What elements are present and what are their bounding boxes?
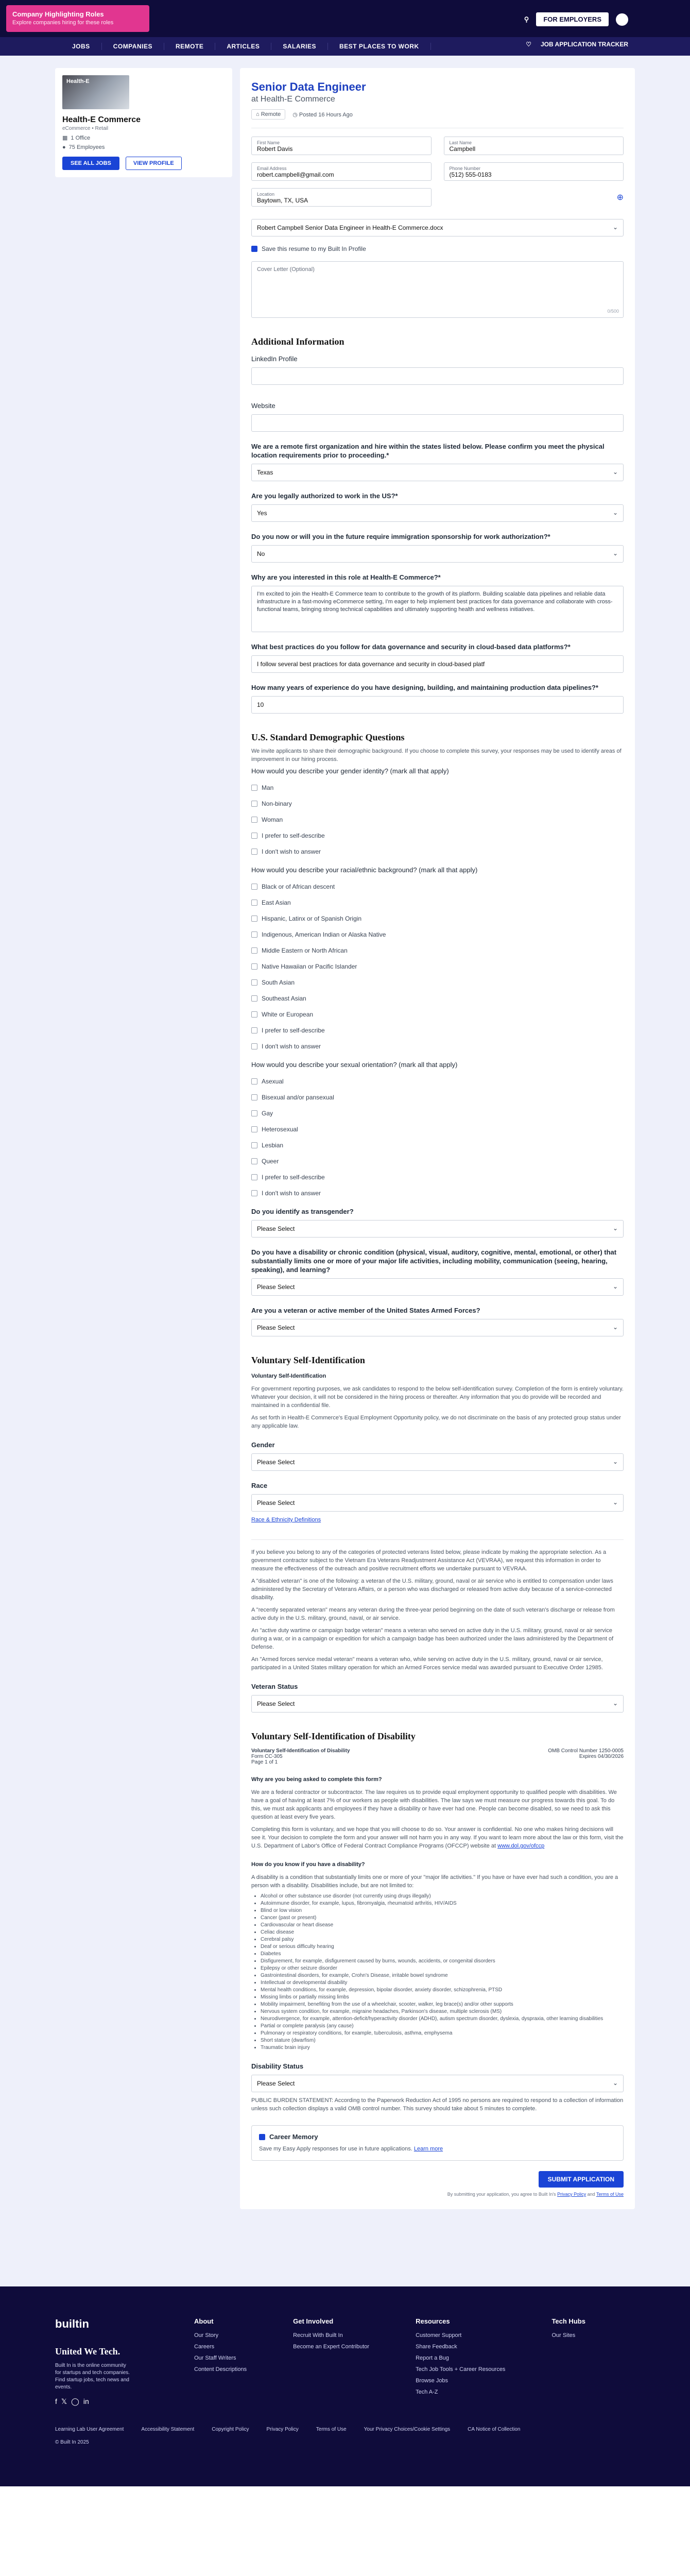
- main-nav: [0, 37, 690, 56]
- race-checkbox[interactable]: [251, 1027, 257, 1033]
- for-employers-button[interactable]: FOR EMPLOYERS: [536, 12, 609, 26]
- how-heading: How do you know if you have a disability?: [251, 1861, 365, 1868]
- disability-list-item: • Pulmonary or respiratory conditions, for example, tuberculosis, asthma, emphysema: [261, 2030, 624, 2037]
- footer-link[interactable]: Become an Expert Contributor: [293, 2344, 370, 2350]
- disability-list-item: • Epilepsy or other seizure disorder: [261, 1965, 624, 1972]
- footer-link[interactable]: Browse Jobs: [416, 2378, 449, 2384]
- disability-list-item: • Celiac disease: [261, 1929, 624, 1936]
- orientation-checkbox[interactable]: [251, 1110, 257, 1116]
- race-option: [251, 995, 624, 1002]
- disability-list-item: • Intellectual or developmental disability: [261, 1979, 624, 1987]
- why-paragraph-2: Completing this form is voluntary, and we hope that you will choose to do so. Your answer is confidential. No one who makes hiring decisions will see it. Your decision to complete the form and your answer will not harm you in any way. If you want to learn more about the law or this form, visit the U.S. Department of Labor's Office of Federal Contract Compliance Programs (OFCCP) website at: [251, 1826, 624, 1849]
- linkedin-input[interactable]: [251, 367, 624, 385]
- privacy-link[interactable]: Privacy Policy: [557, 2192, 586, 2197]
- email-field[interactable]: Email Address robert.campbell@gmail.com: [251, 162, 432, 181]
- race-option-label: Black or of African descent: [262, 883, 335, 890]
- disability-list-item: • Neurodivergence, for example, attention-deficit/hyperactivity disorder (ADHD), autism spectrum disorder, dyslexia, dyspraxia, other learning disabilities: [261, 2015, 624, 2023]
- footer-link[interactable]: Recruit With Built In: [293, 2332, 343, 2338]
- gender-option-label: Non-binary: [262, 800, 292, 807]
- orientation-question: How would you describe your sexual orientation? (mark all that apply): [251, 1061, 458, 1069]
- orientation-option: [251, 1078, 624, 1085]
- pra-statement: PUBLIC BURDEN STATEMENT: According to the Paperwork Reduction Act of 1995 no persons are required to respond to a collection of information unless such collection displays a valid OMB control number. This survey should take about 5 minutes to complete.: [251, 2097, 624, 2112]
- voluntary-para-2: As set forth in Health-E Commerce's Equal Employment Opportunity policy, we do not discriminate on the basis of any protected group status under any applicable law.: [251, 1415, 621, 1429]
- remote-state-select[interactable]: Texas ⌄: [251, 464, 624, 481]
- gender-option-label: I prefer to self-describe: [262, 832, 325, 839]
- disability-list-item: • Short stature (dwarfism): [261, 2037, 624, 2044]
- demographics-intro: We invite applicants to share their demographic background. If you choose to complete this survey, your responses may be used to identify areas of improvement in our hiring process.: [251, 748, 622, 762]
- orientation-option-label: Bisexual and/or pansexual: [262, 1094, 334, 1101]
- gender-checkbox[interactable]: [251, 849, 257, 855]
- footer-col-title: Resources: [416, 2317, 450, 2325]
- save-resume-checkbox[interactable]: [251, 246, 257, 252]
- footer-col: [194, 2317, 247, 2406]
- company-employees: ● 75 Employees: [62, 144, 105, 150]
- race-option: [251, 947, 624, 954]
- company-card: [55, 68, 232, 177]
- auth-question: Are you legally authorized to work in the US?*: [251, 492, 398, 500]
- race-option-label: White or European: [262, 1011, 314, 1018]
- saved-heart-icon[interactable]: ♡: [526, 41, 531, 48]
- gender-checkbox[interactable]: [251, 785, 257, 791]
- footer-tagline: United We Tech.: [55, 2346, 120, 2357]
- disability-list-item: • Disfigurement, for example, disfigurement caused by burns, wounds, accidents, or congenital disorders: [261, 1958, 624, 1965]
- orientation-option: [251, 1190, 624, 1197]
- disability-list-item: • Traumatic brain injury: [261, 2044, 624, 2052]
- footer-link[interactable]: Tech A-Z: [416, 2389, 438, 2395]
- company-offices: ▦ 1 Office: [62, 134, 91, 141]
- nav-item-companies[interactable]: COMPANIES: [102, 43, 164, 50]
- race-option-label: I prefer to self-describe: [262, 1027, 325, 1034]
- race-option: [251, 1043, 624, 1050]
- demographics-heading: U.S. Standard Demographic Questions: [251, 732, 405, 742]
- race-option-label: Indigenous, American Indian or Alaska Native: [262, 931, 386, 938]
- how-paragraph: A disability is a condition that substantially limits one or more of your "major life activities." If you have or have ever had such a condition, you are a person with a disability. Disabilities include, but are not limited to:: [251, 1874, 618, 1889]
- job-company: at Health-E Commerce: [251, 95, 335, 104]
- first-name-field[interactable]: First Name Robert Davis: [251, 137, 432, 155]
- voluntary-para-4: A "disabled veteran" is one of the following: a veteran of the U.S. military, ground, naval or air service who is entitled to compensation under laws administered by the Secretary of Veterans Affairs, or a person who was discharged or released from active duty because of a service-connected disability.: [251, 1578, 613, 1601]
- race-option-label: South Asian: [262, 979, 295, 986]
- disability-list-item: • Cancer (past or present): [261, 1914, 624, 1922]
- orientation-option: [251, 1158, 624, 1165]
- gender-select[interactable]: Please Select ⌄: [251, 1453, 624, 1471]
- footer-logo[interactable]: builtin: [55, 2317, 89, 2330]
- remote-question: We are a remote first organization and hire within the states listed below. Please confirm you meet the physical location requirements prior to proceeding.*: [251, 443, 605, 459]
- race-option: [251, 1011, 624, 1018]
- race-checkbox[interactable]: [251, 900, 257, 906]
- disability-list-item: • Diabetes: [261, 1951, 624, 1958]
- footer-bottom-link[interactable]: CA Notice of Collection: [468, 2427, 521, 2432]
- nav-item-jobs[interactable]: JOBS: [61, 43, 102, 50]
- gender-option-label: Man: [262, 784, 274, 791]
- job-title: Senior Data Engineer: [251, 80, 366, 93]
- footer-col: [293, 2317, 369, 2406]
- orientation-checkbox[interactable]: [251, 1158, 257, 1164]
- gender-label: Gender: [251, 1441, 275, 1449]
- race-checkbox[interactable]: [251, 979, 257, 986]
- website-label: Website: [251, 402, 275, 410]
- terms-link[interactable]: Terms of Use: [596, 2192, 624, 2197]
- orientation-checkbox[interactable]: [251, 1126, 257, 1132]
- years-question: How many years of experience do you have designing, building, and maintaining production data pipelines?*: [251, 684, 598, 691]
- footer-bottom-link[interactable]: Privacy Policy: [266, 2427, 299, 2432]
- orientation-checkbox[interactable]: [251, 1094, 257, 1100]
- company-logo: Health-E: [62, 75, 129, 109]
- house-icon: ⌂: [256, 111, 260, 117]
- race-checkbox[interactable]: [251, 1043, 257, 1049]
- disability-status-select[interactable]: Please Select ⌄: [251, 2075, 624, 2092]
- voluntary-para-6: An "active duty wartime or campaign badge veteran" means a veteran who served on active duty in the U.S. military, ground, naval or air service during a war, or in a campaign or expedition for which a campaign badge has been authorized under the laws administered by the Department of Defense.: [251, 1628, 614, 1650]
- disability-list-item: • Mobility impairment, benefiting from the use of a wheelchair, scooter, walker, leg brace(s) and/or other supports: [261, 2001, 624, 2008]
- gender-option: [251, 800, 624, 807]
- gender-option: [251, 848, 624, 855]
- race-option: [251, 899, 624, 906]
- voluntary-subheading: Voluntary Self-Identification: [251, 1373, 326, 1379]
- footer-link[interactable]: Our Story: [194, 2332, 219, 2338]
- race-option-label: Native Hawaiian or Pacific Islander: [262, 963, 357, 970]
- top-bar: [0, 0, 690, 37]
- veteran-status-label: Veteran Status: [251, 1683, 298, 1690]
- race-label: Race: [251, 1482, 268, 1489]
- race-option: [251, 1027, 624, 1034]
- why-heading: Why are you being asked to complete this form?: [251, 1776, 382, 1783]
- race-option: [251, 883, 624, 890]
- race-question: How would you describe your racial/ethnic background? (mark all that apply): [251, 866, 478, 874]
- footer-link[interactable]: Careers: [194, 2344, 215, 2350]
- footer-link[interactable]: Our Staff Writers: [194, 2355, 236, 2361]
- facebook-icon[interactable]: f: [55, 2397, 57, 2405]
- save-resume-label: Save this resume to my Built In Profile: [262, 245, 366, 252]
- footer-bottom-link[interactable]: Accessibility Statement: [141, 2427, 195, 2432]
- orientation-checkbox[interactable]: [251, 1174, 257, 1180]
- orientation-option-label: Asexual: [262, 1078, 284, 1085]
- footer-link[interactable]: Share Feedback: [416, 2344, 457, 2350]
- transgender-select[interactable]: Please Select ⌄: [251, 1220, 624, 1238]
- orientation-option: [251, 1110, 624, 1117]
- race-option-label: I don't wish to answer: [262, 1043, 321, 1050]
- gender-option-label: I don't wish to answer: [262, 848, 321, 855]
- people-icon: ●: [62, 144, 66, 150]
- gender-checkbox[interactable]: [251, 801, 257, 807]
- footer: [0, 2286, 690, 2486]
- remote-badge: ⌂ Remote: [251, 109, 285, 120]
- footer-link[interactable]: Content Descriptions: [194, 2366, 247, 2372]
- footer-col-title: Tech Hubs: [551, 2317, 585, 2325]
- veteran-question: Are you a veteran or active member of the United States Armed Forces?: [251, 1307, 480, 1314]
- company-name[interactable]: Health-E Commerce: [62, 115, 141, 124]
- posted-time: ◷ Posted 16 Hours Ago: [292, 111, 353, 118]
- disability-heading: Voluntary Self-Identification of Disability: [251, 1731, 416, 1741]
- company-category: eCommerce • Retail: [62, 126, 109, 131]
- form-cc: Form CC-305: [251, 1754, 283, 1759]
- work-auth-select[interactable]: Yes ⌄: [251, 504, 624, 522]
- gender-option-label: Woman: [262, 816, 283, 823]
- race-checkbox[interactable]: [251, 884, 257, 890]
- career-memory-title: Career Memory: [269, 2133, 318, 2141]
- disability-list-item: • Partial or complete paralysis (any cause): [261, 2023, 624, 2030]
- career-memory-text: Save my Easy Apply responses for use in future applications.: [259, 2146, 412, 2152]
- copyright: © Built In 2025: [55, 2439, 89, 2445]
- disability-list-item: • Cardiovascular or heart disease: [261, 1922, 624, 1929]
- race-option-label: Middle Eastern or North African: [262, 947, 348, 954]
- see-all-jobs-button[interactable]: SEE ALL JOBS: [62, 157, 119, 170]
- voluntary-para-1: For government reporting purposes, we ask candidates to respond to the below self-identification survey. Completion of the form is entirely voluntary. Whatever your decision, it will not be considered in the hiring process or thereafter. Any information that you do provide will be recorded and maintained in a confidential file.: [251, 1386, 624, 1409]
- terms-text: By submitting your application, you agree to Built In's: [447, 2192, 556, 2197]
- website-input[interactable]: [251, 414, 624, 432]
- footer-bottom-link[interactable]: Your Privacy Choices/Cookie Settings: [364, 2427, 451, 2432]
- race-checkbox[interactable]: [251, 995, 257, 1002]
- disability-list-item: • Missing limbs or partially missing limbs: [261, 1994, 624, 2001]
- gender-option: [251, 816, 624, 823]
- orientation-option-label: I prefer to self-describe: [262, 1174, 325, 1181]
- orientation-checkbox[interactable]: [251, 1078, 257, 1084]
- learn-more-link[interactable]: Learn more: [413, 2146, 443, 2152]
- instagram-icon[interactable]: ◯: [71, 2397, 79, 2405]
- race-checkbox[interactable]: [251, 931, 257, 938]
- chevron-down-icon: ⌄: [612, 224, 618, 231]
- gender-option: [251, 784, 624, 791]
- disability-form-title: Voluntary Self-Identification of Disability: [251, 1748, 350, 1754]
- footer-about: Built In is the online community for startups and tech companies. Find startup jobs, tech news and events.: [55, 2363, 130, 2390]
- race-option: [251, 931, 624, 938]
- footer-bottom-link[interactable]: Learning Lab User Agreement: [55, 2427, 124, 2432]
- footer-col-title: About: [194, 2317, 214, 2325]
- ofccp-link[interactable]: www.dol.gov/ofccp: [497, 1843, 545, 1849]
- footer-col: [551, 2317, 585, 2406]
- career-memory-toggle[interactable]: [259, 2134, 265, 2140]
- orientation-option: [251, 1174, 624, 1181]
- disability-select[interactable]: Please Select ⌄: [251, 1278, 624, 1296]
- race-option: [251, 963, 624, 970]
- orientation-option-label: Queer: [262, 1158, 279, 1165]
- disability-question: Do you have a disability or chronic condition (physical, visual, auditory, cognitive, mental, emotional, or other) that substantially limits one or more of your major life activities, including mobility, communication (seeing, hearing, speaking), and learning?: [251, 1248, 617, 1274]
- race-definitions-link[interactable]: Race & Ethnicity Definitions: [251, 1517, 321, 1523]
- footer-col: [416, 2317, 505, 2406]
- voluntary-para-3: If you believe you belong to any of the categories of protected veterans listed below, please indicate by making the appropriate selection. As a government contractor subject to the Vietnam Era Veterans Readjustment Assistance Act (VEVRAA), we request this information in order to measure the effectiveness of the outreach and positive recruitment efforts we undertake pursuant to VEVRAA.: [251, 1549, 607, 1572]
- last-name-field[interactable]: Last Name Campbell: [444, 137, 624, 155]
- race-option: [251, 979, 624, 986]
- governance-input[interactable]: I follow several best practices for data governance and security in cloud-based platf: [251, 655, 624, 673]
- footer-link[interactable]: Customer Support: [416, 2332, 462, 2338]
- building-icon: ▦: [62, 135, 68, 141]
- transgender-question: Do you identify as transgender?: [251, 1208, 354, 1215]
- submit-application-button[interactable]: SUBMIT APPLICATION: [539, 2171, 624, 2188]
- gender-checkbox[interactable]: [251, 833, 257, 839]
- race-option-label: Hispanic, Latinx or of Spanish Origin: [262, 915, 362, 922]
- nav-item-salaries[interactable]: SALARIES: [271, 43, 328, 50]
- clock-icon: ◷: [292, 111, 298, 118]
- disability-list-item: • Cerebral palsy: [261, 1936, 624, 1943]
- footer-link[interactable]: Our Sites: [551, 2332, 576, 2338]
- sponsorship-select[interactable]: No ⌄: [251, 545, 624, 563]
- orientation-option: [251, 1094, 624, 1101]
- race-option: [251, 915, 624, 922]
- footer-link[interactable]: Tech Job Tools + Career Resources: [416, 2366, 506, 2372]
- orientation-checkbox[interactable]: [251, 1190, 257, 1196]
- disability-list-item: • Deaf or serious difficulty hearing: [261, 1943, 624, 1951]
- user-avatar-icon[interactable]: [616, 13, 628, 26]
- location-field[interactable]: Location Baytown, TX, USA: [251, 188, 432, 207]
- footer-bottom-link[interactable]: Terms of Use: [316, 2427, 347, 2432]
- linkedin-label: LinkedIn Profile: [251, 355, 298, 363]
- footer-bottom-link[interactable]: Copyright Policy: [212, 2427, 249, 2432]
- disability-list-item: • Gastrointestinal disorders, for example, Crohn's Disease, irritable bowel syndrome: [261, 1972, 624, 1979]
- disability-list-item: • Alcohol or other substance use disorder (not currently using drugs illegally): [261, 1893, 624, 1900]
- interest-question: Why are you interested in this role at Health-E Commerce?*: [251, 573, 441, 581]
- orientation-option-label: Gay: [262, 1110, 273, 1117]
- disability-list-item: • Mental health conditions, for example, depression, bipolar disorder, anxiety disorder, schizophrenia, PTSD: [261, 1987, 624, 1994]
- race-select[interactable]: Please Select ⌄: [251, 1494, 624, 1512]
- nav-item-best-places-to-work[interactable]: BEST PLACES TO WORK: [328, 43, 431, 50]
- additional-info-heading: Additional Information: [251, 336, 344, 347]
- voluntary-heading: Voluntary Self-Identification: [251, 1355, 365, 1365]
- disability-list-item: • Blind or low vision: [261, 1907, 624, 1914]
- orientation-checkbox[interactable]: [251, 1142, 257, 1148]
- gender-question: How would you describe your gender identity? (mark all that apply): [251, 767, 449, 775]
- nav-item-remote[interactable]: REMOTE: [164, 43, 215, 50]
- why-paragraph: We are a federal contractor or subcontractor. The law requires us to provide equal employment opportunity to qualified people with disabilities. We have a goal of having at least 7% of our workers as people with disabilities. The law says we must measure our progress towards this goal. To do this, we must ask applicants and employees if they have a disability or have ever had one. People can become disabled, so we need to ask this question at least every five years.: [251, 1789, 617, 1820]
- voluntary-para-7: An "Armed forces service medal veteran" means a veteran who, while serving on active duty in the U.S. military, ground, naval or air service, participated in a United States military operation for which an Armed Forces service medal was awarded pursuant to Executive Order 12985.: [251, 1656, 603, 1671]
- disability-status-label: Disability Status: [251, 2062, 304, 2070]
- race-option-label: Southeast Asian: [262, 995, 306, 1002]
- race-checkbox[interactable]: [251, 916, 257, 922]
- disability-list-item: • Nervous system condition, for example, migraine headaches, Parkinson's disease, multiple sclerosis (MS): [261, 2008, 624, 2015]
- application-form-card: [240, 68, 635, 2209]
- orientation-option: [251, 1126, 624, 1133]
- veteran-select[interactable]: Please Select ⌄: [251, 1319, 624, 1336]
- footer-col-title: Get Involved: [293, 2317, 334, 2325]
- orientation-option-label: Heterosexual: [262, 1126, 298, 1133]
- race-checkbox[interactable]: [251, 963, 257, 970]
- veteran-status-select[interactable]: Please Select ⌄: [251, 1695, 624, 1713]
- gender-option: [251, 832, 624, 839]
- phone-field[interactable]: Phone Number (512) 555-0183: [444, 162, 624, 181]
- form-page: Page 1 of 1: [251, 1759, 278, 1765]
- view-profile-button[interactable]: VIEW PROFILE: [126, 157, 182, 170]
- race-checkbox[interactable]: [251, 1011, 257, 1018]
- disability-list-item: • Autoimmune disorder, for example, lupus, fibromyalgia, rheumatoid arthritis, HIV/AIDS: [261, 1900, 624, 1907]
- and-text: and: [587, 2192, 595, 2197]
- orientation-option: [251, 1142, 624, 1149]
- omb-expires: Expires 04/30/2026: [579, 1754, 624, 1759]
- career-memory-box: [251, 2125, 624, 2161]
- disability-list: [261, 1893, 624, 2052]
- orientation-option-label: I don't wish to answer: [262, 1190, 321, 1197]
- cover-letter-textarea[interactable]: Cover Letter (Optional) 0/500: [251, 261, 624, 318]
- promo-banner[interactable]: [6, 5, 149, 32]
- promo-subtitle: Explore companies hiring for these roles: [12, 20, 114, 26]
- locate-icon[interactable]: ⊕: [616, 193, 624, 202]
- linkedin-icon[interactable]: in: [83, 2397, 89, 2405]
- race-option-label: East Asian: [262, 899, 291, 906]
- resume-select[interactable]: Robert Campbell Senior Data Engineer in Health-E Commerce.docx ⌄: [251, 219, 624, 236]
- search-icon[interactable]: ⚲: [524, 15, 529, 23]
- page-body: [0, 56, 690, 2286]
- promo-title: Company Highlighting Roles: [12, 10, 104, 18]
- footer-link[interactable]: Report a Bug: [416, 2355, 449, 2361]
- sponsor-question: Do you now or will you in the future require immigration sponsorship for work authorization?*: [251, 533, 550, 540]
- job-tracker-link[interactable]: JOB APPLICATION TRACKER: [540, 41, 628, 48]
- years-input[interactable]: 10: [251, 696, 624, 714]
- governance-question: What best practices do you follow for data governance and security in cloud-based data platforms?*: [251, 643, 571, 651]
- nav-item-articles[interactable]: ARTICLES: [215, 43, 271, 50]
- omb-number: OMB Control Number 1250-0005: [548, 1748, 624, 1754]
- twitter-icon[interactable]: 𝕏: [61, 2397, 67, 2405]
- gender-checkbox[interactable]: [251, 817, 257, 823]
- orientation-option-label: Lesbian: [262, 1142, 284, 1149]
- race-checkbox[interactable]: [251, 947, 257, 954]
- voluntary-para-5: A "recently separated veteran" means any veteran during the three-year period beginning on the date of such veteran's discharge or release from active duty in the U.S. military, ground, naval, or air service.: [251, 1607, 615, 1621]
- interest-textarea[interactable]: I'm excited to join the Health-E Commerce team to contribute to the growth of its platform. Building scalable data pipelines and reliable data infrastructure in a fast-moving eCommerce setting, I'm eager to help implement best practices for data governance and collaborate with cross-functional teams, bringing strong technical capabilities and ultimately supporting health and wellness initiatives.: [251, 586, 624, 632]
